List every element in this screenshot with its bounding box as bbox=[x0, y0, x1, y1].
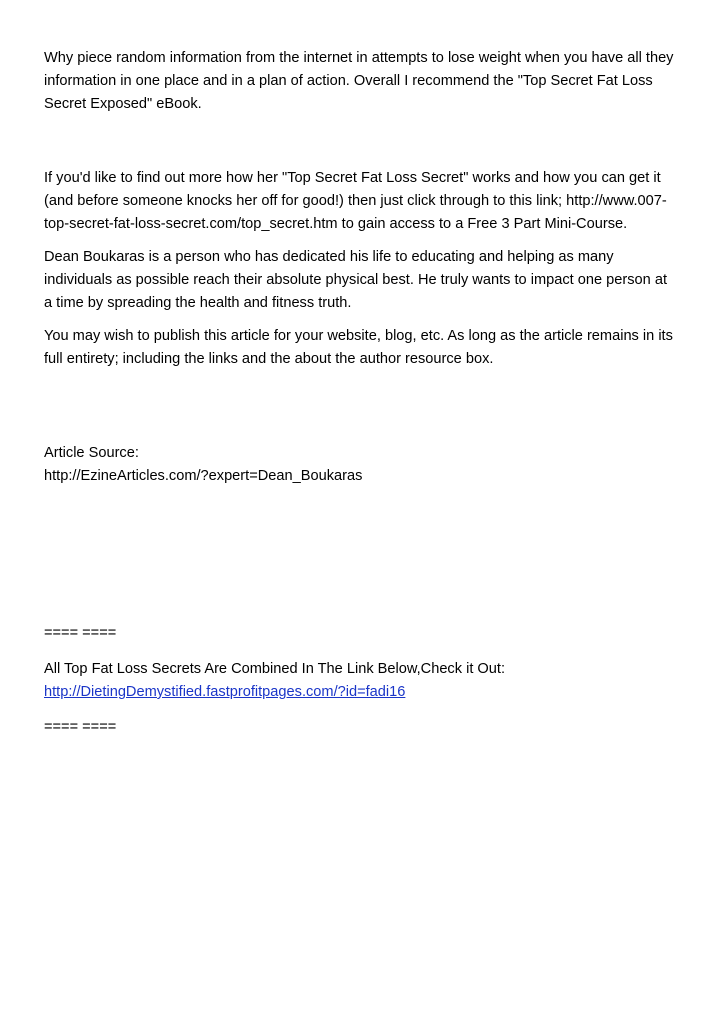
paragraph-3-line-1: Dean Boukaras is a person who has dedicated his life to educating and helping as many bbox=[44, 249, 614, 265]
paragraph-1-line-3: Secret Exposed" eBook. bbox=[44, 96, 202, 112]
article-source-label: Article Source: bbox=[44, 445, 139, 461]
promo-link[interactable]: http://DietingDemystified.fastprofitpages.com/?id=fadi16 bbox=[44, 684, 406, 700]
separator-top: ==== ==== bbox=[44, 625, 117, 641]
paragraph-4-line-1: You may wish to publish this article for your website, blog, etc. As long as the article remains in its bbox=[44, 328, 673, 344]
article-source-url: http://EzineArticles.com/?expert=Dean_Boukaras bbox=[44, 468, 363, 484]
paragraph-2-line-3: top-secret-fat-loss-secret.com/top_secret.htm to gain access to a Free 3 Part Mini-Course. bbox=[44, 216, 628, 232]
paragraph-2-line-2: (and before someone knocks her off for good!) then just click through to this link; http://www.007- bbox=[44, 193, 667, 209]
paragraph-3-line-3: a time by spreading the health and fitness truth. bbox=[44, 295, 352, 311]
separator-bottom: ==== ==== bbox=[44, 719, 117, 735]
promo-text: All Top Fat Loss Secrets Are Combined In The Link Below,Check it Out: bbox=[44, 661, 506, 677]
paragraph-3-line-2: individuals as possible reach their absolute physical best. He truly wants to impact one person at bbox=[44, 272, 667, 288]
paragraph-1-line-2: information in one place and in a plan of action. Overall I recommend the "Top Secret Fat Loss bbox=[44, 73, 653, 89]
paragraph-1-line-1: Why piece random information from the internet in attempts to lose weight when you have all they bbox=[44, 50, 674, 66]
paragraph-4-line-2: full entirety; including the links and the about the author resource box. bbox=[44, 351, 494, 367]
paragraph-2-line-1: If you'd like to find out more how her "Top Secret Fat Loss Secret" works and how you can get it bbox=[44, 170, 661, 186]
